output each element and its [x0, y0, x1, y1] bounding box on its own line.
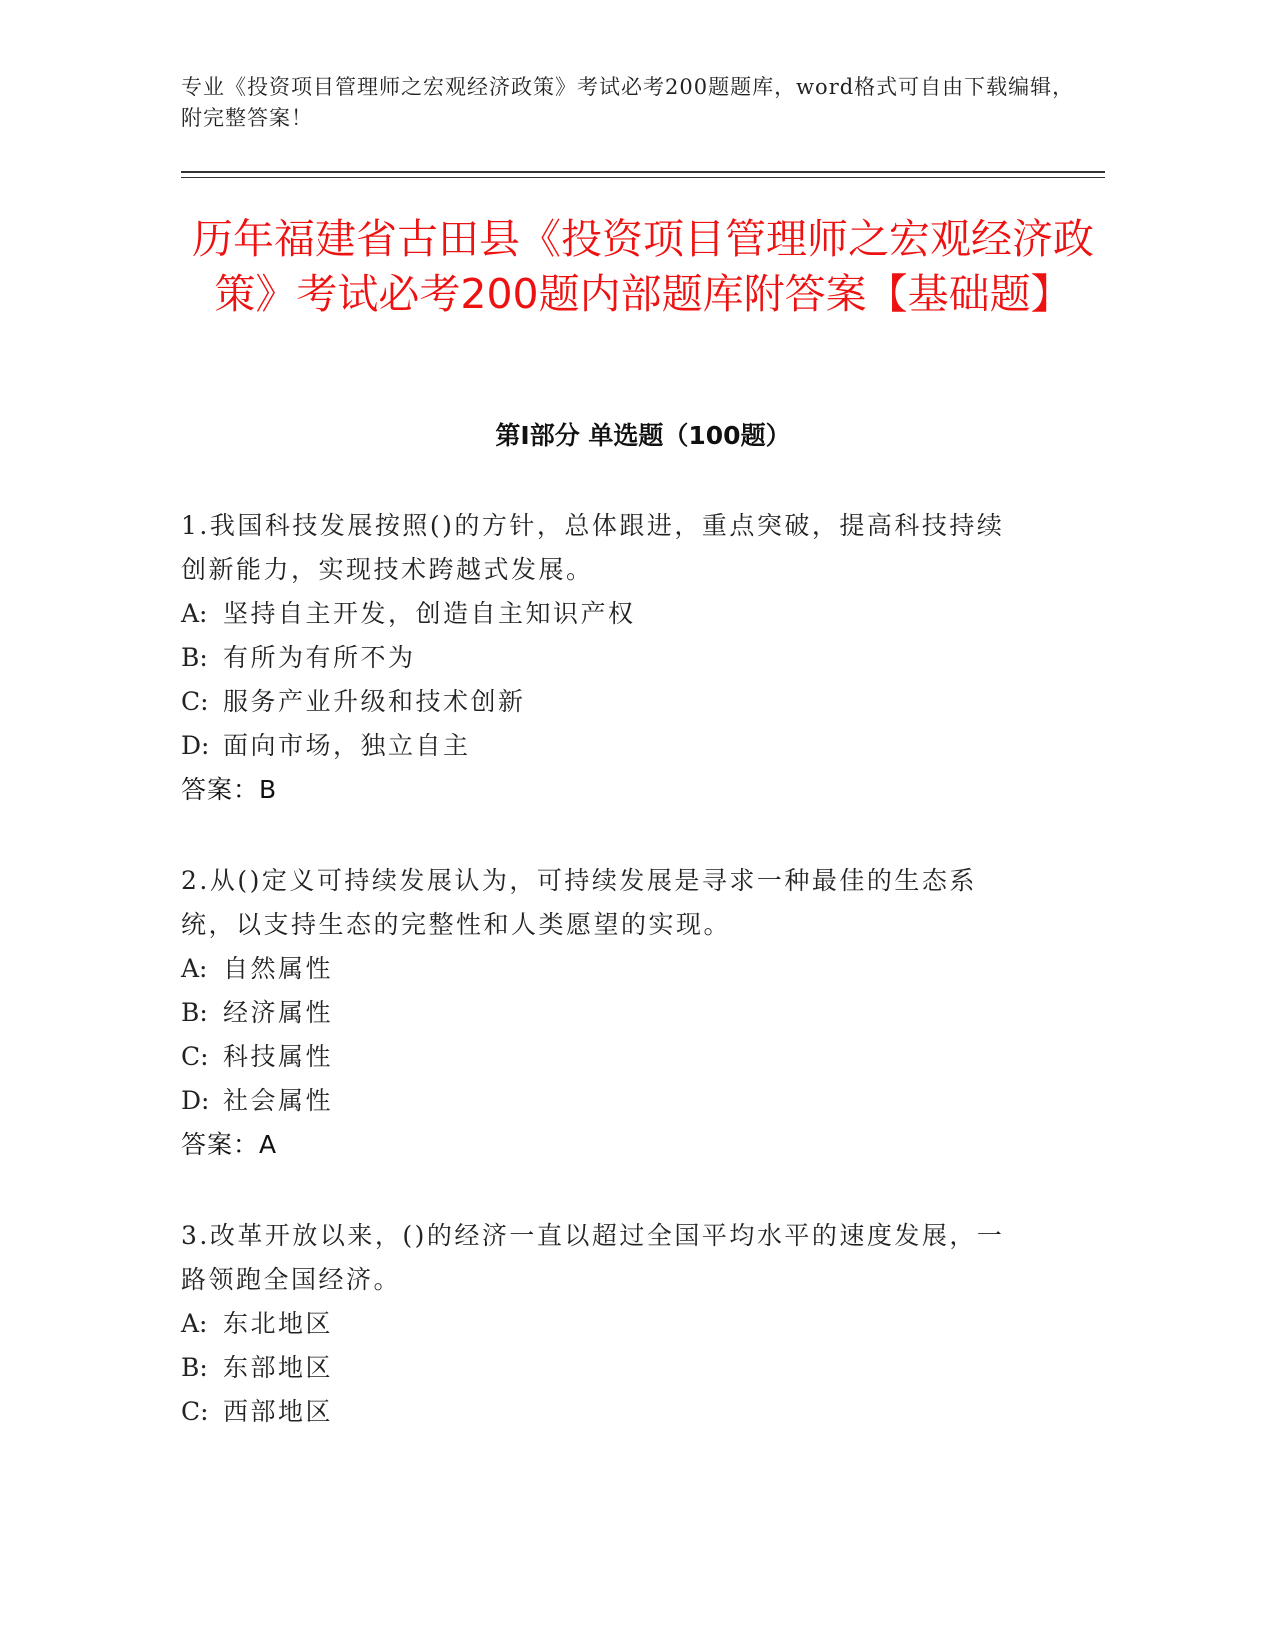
header-rule-thick	[181, 171, 1105, 173]
header-note: 专业《投资项目管理师之宏观经济政策》考试必考200题题库，word格式可自由下载编辑，附完整答案！	[181, 75, 1075, 130]
question-3	[181, 1214, 1021, 1434]
option-text: 服务产业升级和技术创新	[223, 687, 526, 716]
section-heading: 第Ⅰ部分 单选题（100题）	[495, 421, 791, 450]
option-text: 东部地区	[223, 1353, 334, 1382]
option-label: B:	[181, 1353, 208, 1382]
option-c	[181, 1390, 1021, 1434]
option-c	[181, 680, 1021, 724]
option-text: 西部地区	[223, 1397, 334, 1426]
option-b	[181, 1346, 1021, 1390]
option-label: A:	[181, 954, 208, 983]
header-rule-thin	[181, 177, 1105, 178]
question-list	[181, 504, 1021, 1481]
option-text: 经济属性	[223, 998, 334, 1027]
option-text: 科技属性	[223, 1042, 334, 1071]
question-stem: 1.我国科技发展按照()的方针，总体跟进，重点突破，提高科技持续创新能力，实现技术跨越式发展。	[181, 511, 1005, 584]
question-stem: 2.从()定义可持续发展认为，可持续发展是寻求一种最佳的生态系统，以支持生态的完整性和人类愿望的实现。	[181, 866, 977, 939]
option-a	[181, 947, 1021, 991]
document-title: 历年福建省古田县《投资项目管理师之宏观经济政策》考试必考200题内部题库附答案【基础题】	[192, 215, 1094, 318]
option-label: D:	[181, 731, 210, 760]
option-label: C:	[181, 1042, 209, 1071]
option-b	[181, 991, 1021, 1035]
option-label: B:	[181, 643, 208, 672]
answer-line: 答案：A	[181, 1130, 278, 1159]
option-a	[181, 592, 1021, 636]
question-1	[181, 504, 1021, 812]
option-text: 社会属性	[223, 1086, 334, 1115]
option-a	[181, 1302, 1021, 1346]
question-stem: 3.改革开放以来，()的经济一直以超过全国平均水平的速度发展，一路领跑全国经济。	[181, 1221, 1005, 1294]
option-d	[181, 1079, 1021, 1123]
question-2	[181, 859, 1021, 1167]
answer-line: 答案：B	[181, 775, 278, 804]
option-text: 面向市场，独立自主	[223, 731, 471, 760]
option-label: D:	[181, 1086, 210, 1115]
option-label: A:	[181, 599, 208, 628]
option-label: B:	[181, 998, 208, 1027]
option-label: C:	[181, 687, 209, 716]
option-c	[181, 1035, 1021, 1079]
option-b	[181, 636, 1021, 680]
option-label: A:	[181, 1309, 208, 1338]
option-text: 自然属性	[223, 954, 334, 983]
option-d	[181, 724, 1021, 768]
option-text: 东北地区	[223, 1309, 334, 1338]
option-text: 有所为有所不为	[223, 643, 416, 672]
option-label: C:	[181, 1397, 209, 1426]
option-text: 坚持自主开发，创造自主知识产权	[223, 599, 636, 628]
